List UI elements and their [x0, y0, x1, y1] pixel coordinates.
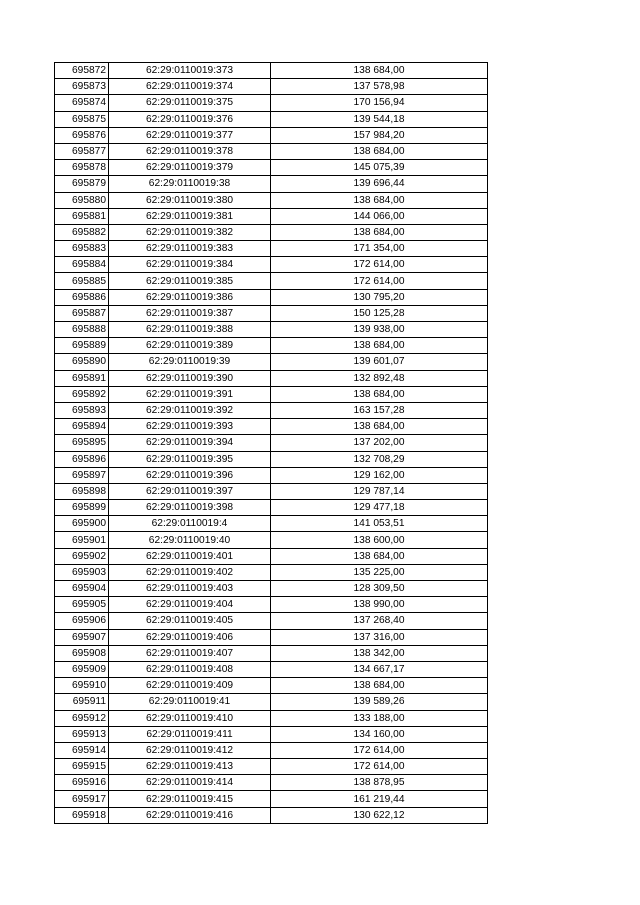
cadastral-value-cell: 138 684,00: [271, 386, 488, 402]
cadastral-value-cell: 134 667,17: [271, 661, 488, 677]
cadastral-number-cell: 62:29:0110019:379: [109, 160, 271, 176]
cadastral-value-cell: 130 622,12: [271, 807, 488, 823]
cadastral-value-cell: 161 219,44: [271, 791, 488, 807]
table-row: [55, 694, 488, 710]
cadastral-value-cell: 139 589,26: [271, 694, 488, 710]
cadastral-number-cell: 62:29:0110019:408: [109, 661, 271, 677]
cadastral-number-cell: 62:29:0110019:385: [109, 273, 271, 289]
row-number-cell: 695875: [55, 111, 109, 127]
cadastral-value-cell: 135 225,00: [271, 564, 488, 580]
row-number-cell: 695888: [55, 322, 109, 338]
row-number-cell: 695903: [55, 564, 109, 580]
cadastral-value-cell: 132 708,29: [271, 451, 488, 467]
row-number-cell: 695887: [55, 305, 109, 321]
table-row: [55, 208, 488, 224]
table-row: [55, 338, 488, 354]
table-row: [55, 742, 488, 758]
row-number-cell: 695899: [55, 500, 109, 516]
row-number-cell: 695882: [55, 224, 109, 240]
table-body: [55, 63, 488, 824]
cadastral-number-cell: 62:29:0110019:407: [109, 645, 271, 661]
row-number-cell: 695878: [55, 160, 109, 176]
table-row: [55, 354, 488, 370]
cadastral-value-cell: 138 684,00: [271, 678, 488, 694]
cadastral-number-cell: 62:29:0110019:387: [109, 305, 271, 321]
cadastral-value-cell: 170 156,94: [271, 95, 488, 111]
cadastral-number-cell: 62:29:0110019:398: [109, 500, 271, 516]
table-row: [55, 597, 488, 613]
cadastral-value-cell: 139 938,00: [271, 322, 488, 338]
cadastral-value-cell: 138 342,00: [271, 645, 488, 661]
row-number-cell: 695893: [55, 402, 109, 418]
table-row: [55, 500, 488, 516]
cadastral-value-cell: 139 601,07: [271, 354, 488, 370]
row-number-cell: 695884: [55, 257, 109, 273]
row-number-cell: 695895: [55, 435, 109, 451]
row-number-cell: 695872: [55, 63, 109, 79]
table-row: [55, 467, 488, 483]
row-number-cell: 695901: [55, 532, 109, 548]
cadastral-number-cell: 62:29:0110019:383: [109, 241, 271, 257]
cadastral-number-cell: 62:29:0110019:384: [109, 257, 271, 273]
cadastral-value-cell: 137 578,98: [271, 79, 488, 95]
row-number-cell: 695891: [55, 370, 109, 386]
row-number-cell: 695910: [55, 678, 109, 694]
cadastral-number-cell: 62:29:0110019:380: [109, 192, 271, 208]
row-number-cell: 695908: [55, 645, 109, 661]
cadastral-value-cell: 134 160,00: [271, 726, 488, 742]
cadastral-value-cell: 138 684,00: [271, 192, 488, 208]
cadastral-value-cell: 171 354,00: [271, 241, 488, 257]
cadastral-number-cell: 62:29:0110019:391: [109, 386, 271, 402]
cadastral-number-cell: 62:29:0110019:416: [109, 807, 271, 823]
table-row: [55, 224, 488, 240]
cadastral-number-cell: 62:29:0110019:414: [109, 775, 271, 791]
cadastral-value-cell: 138 684,00: [271, 63, 488, 79]
cadastral-number-cell: 62:29:0110019:415: [109, 791, 271, 807]
table-row: [55, 79, 488, 95]
cadastral-number-cell: 62:29:0110019:388: [109, 322, 271, 338]
cadastral-number-cell: 62:29:0110019:386: [109, 289, 271, 305]
table-row: [55, 241, 488, 257]
row-number-cell: 695890: [55, 354, 109, 370]
row-number-cell: 695874: [55, 95, 109, 111]
table-row: [55, 678, 488, 694]
table-row: [55, 192, 488, 208]
cadastral-value-table: [54, 62, 488, 824]
row-number-cell: 695904: [55, 581, 109, 597]
row-number-cell: 695873: [55, 79, 109, 95]
table-row: [55, 775, 488, 791]
row-number-cell: 695909: [55, 661, 109, 677]
cadastral-number-cell: 62:29:0110019:405: [109, 613, 271, 629]
row-number-cell: 695906: [55, 613, 109, 629]
table-row: [55, 176, 488, 192]
cadastral-value-cell: 141 053,51: [271, 516, 488, 532]
cadastral-value-cell: 130 795,20: [271, 289, 488, 305]
table-row: [55, 322, 488, 338]
table-row: [55, 289, 488, 305]
table-row: [55, 257, 488, 273]
cadastral-number-cell: 62:29:0110019:41: [109, 694, 271, 710]
cadastral-number-cell: 62:29:0110019:392: [109, 402, 271, 418]
cadastral-value-cell: 133 188,00: [271, 710, 488, 726]
table-row: [55, 435, 488, 451]
cadastral-number-cell: 62:29:0110019:410: [109, 710, 271, 726]
row-number-cell: 695900: [55, 516, 109, 532]
table-row: [55, 451, 488, 467]
row-number-cell: 695876: [55, 127, 109, 143]
cadastral-value-cell: 172 614,00: [271, 742, 488, 758]
cadastral-value-cell: 129 162,00: [271, 467, 488, 483]
table-row: [55, 726, 488, 742]
cadastral-number-cell: 62:29:0110019:397: [109, 483, 271, 499]
cadastral-value-cell: 138 684,00: [271, 224, 488, 240]
cadastral-value-cell: 138 990,00: [271, 597, 488, 613]
cadastral-number-cell: 62:29:0110019:378: [109, 143, 271, 159]
table-row: [55, 613, 488, 629]
cadastral-value-cell: 138 684,00: [271, 419, 488, 435]
row-number-cell: 695886: [55, 289, 109, 305]
cadastral-number-cell: 62:29:0110019:381: [109, 208, 271, 224]
cadastral-number-cell: 62:29:0110019:377: [109, 127, 271, 143]
cadastral-number-cell: 62:29:0110019:374: [109, 79, 271, 95]
row-number-cell: 695896: [55, 451, 109, 467]
table-row: [55, 564, 488, 580]
cadastral-number-cell: 62:29:0110019:402: [109, 564, 271, 580]
row-number-cell: 695914: [55, 742, 109, 758]
table-row: [55, 370, 488, 386]
cadastral-value-cell: 145 075,39: [271, 160, 488, 176]
cadastral-number-cell: 62:29:0110019:382: [109, 224, 271, 240]
row-number-cell: 695911: [55, 694, 109, 710]
row-number-cell: 695897: [55, 467, 109, 483]
table-row: [55, 548, 488, 564]
cadastral-value-cell: 138 600,00: [271, 532, 488, 548]
table-row: [55, 127, 488, 143]
cadastral-value-cell: 129 477,18: [271, 500, 488, 516]
table-row: [55, 532, 488, 548]
row-number-cell: 695885: [55, 273, 109, 289]
table-row: [55, 160, 488, 176]
cadastral-value-cell: 137 268,40: [271, 613, 488, 629]
row-number-cell: 695892: [55, 386, 109, 402]
cadastral-number-cell: 62:29:0110019:4: [109, 516, 271, 532]
row-number-cell: 695881: [55, 208, 109, 224]
table-row: [55, 645, 488, 661]
cadastral-number-cell: 62:29:0110019:39: [109, 354, 271, 370]
cadastral-number-cell: 62:29:0110019:403: [109, 581, 271, 597]
table-row: [55, 710, 488, 726]
cadastral-number-cell: 62:29:0110019:401: [109, 548, 271, 564]
table-row: [55, 483, 488, 499]
row-number-cell: 695913: [55, 726, 109, 742]
cadastral-value-cell: 138 878,95: [271, 775, 488, 791]
table-row: [55, 791, 488, 807]
cadastral-value-cell: 138 684,00: [271, 338, 488, 354]
table-row: [55, 419, 488, 435]
cadastral-number-cell: 62:29:0110019:396: [109, 467, 271, 483]
cadastral-value-cell: 172 614,00: [271, 759, 488, 775]
cadastral-value-cell: 132 892,48: [271, 370, 488, 386]
cadastral-number-cell: 62:29:0110019:375: [109, 95, 271, 111]
cadastral-number-cell: 62:29:0110019:376: [109, 111, 271, 127]
cadastral-number-cell: 62:29:0110019:389: [109, 338, 271, 354]
row-number-cell: 695916: [55, 775, 109, 791]
row-number-cell: 695918: [55, 807, 109, 823]
table-row: [55, 807, 488, 823]
row-number-cell: 695889: [55, 338, 109, 354]
table-row: [55, 759, 488, 775]
cadastral-value-cell: 139 544,18: [271, 111, 488, 127]
cadastral-number-cell: 62:29:0110019:411: [109, 726, 271, 742]
cadastral-number-cell: 62:29:0110019:373: [109, 63, 271, 79]
cadastral-value-cell: 139 696,44: [271, 176, 488, 192]
cadastral-value-cell: 157 984,20: [271, 127, 488, 143]
cadastral-number-cell: 62:29:0110019:406: [109, 629, 271, 645]
row-number-cell: 695915: [55, 759, 109, 775]
row-number-cell: 695902: [55, 548, 109, 564]
table-row: [55, 402, 488, 418]
row-number-cell: 695880: [55, 192, 109, 208]
cadastral-value-cell: 129 787,14: [271, 483, 488, 499]
row-number-cell: 695879: [55, 176, 109, 192]
cadastral-value-cell: 138 684,00: [271, 548, 488, 564]
cadastral-value-cell: 137 316,00: [271, 629, 488, 645]
row-number-cell: 695898: [55, 483, 109, 499]
cadastral-value-cell: 172 614,00: [271, 257, 488, 273]
row-number-cell: 695912: [55, 710, 109, 726]
cadastral-number-cell: 62:29:0110019:390: [109, 370, 271, 386]
cadastral-value-cell: 144 066,00: [271, 208, 488, 224]
cadastral-value-cell: 137 202,00: [271, 435, 488, 451]
table-row: [55, 581, 488, 597]
table-row: [55, 629, 488, 645]
table-row: [55, 661, 488, 677]
cadastral-number-cell: 62:29:0110019:413: [109, 759, 271, 775]
cadastral-number-cell: 62:29:0110019:40: [109, 532, 271, 548]
cadastral-value-cell: 150 125,28: [271, 305, 488, 321]
table-row: [55, 516, 488, 532]
table-row: [55, 273, 488, 289]
row-number-cell: 695894: [55, 419, 109, 435]
row-number-cell: 695917: [55, 791, 109, 807]
row-number-cell: 695883: [55, 241, 109, 257]
cadastral-value-cell: 138 684,00: [271, 143, 488, 159]
row-number-cell: 695877: [55, 143, 109, 159]
table-row: [55, 95, 488, 111]
table-row: [55, 143, 488, 159]
cadastral-number-cell: 62:29:0110019:404: [109, 597, 271, 613]
cadastral-value-cell: 163 157,28: [271, 402, 488, 418]
table-row: [55, 111, 488, 127]
cadastral-value-cell: 172 614,00: [271, 273, 488, 289]
row-number-cell: 695905: [55, 597, 109, 613]
cadastral-number-cell: 62:29:0110019:412: [109, 742, 271, 758]
row-number-cell: 695907: [55, 629, 109, 645]
cadastral-number-cell: 62:29:0110019:394: [109, 435, 271, 451]
table-row: [55, 63, 488, 79]
cadastral-number-cell: 62:29:0110019:409: [109, 678, 271, 694]
cadastral-number-cell: 62:29:0110019:38: [109, 176, 271, 192]
cadastral-value-cell: 128 309,50: [271, 581, 488, 597]
cadastral-number-cell: 62:29:0110019:393: [109, 419, 271, 435]
cadastral-number-cell: 62:29:0110019:395: [109, 451, 271, 467]
table-row: [55, 386, 488, 402]
table-row: [55, 305, 488, 321]
